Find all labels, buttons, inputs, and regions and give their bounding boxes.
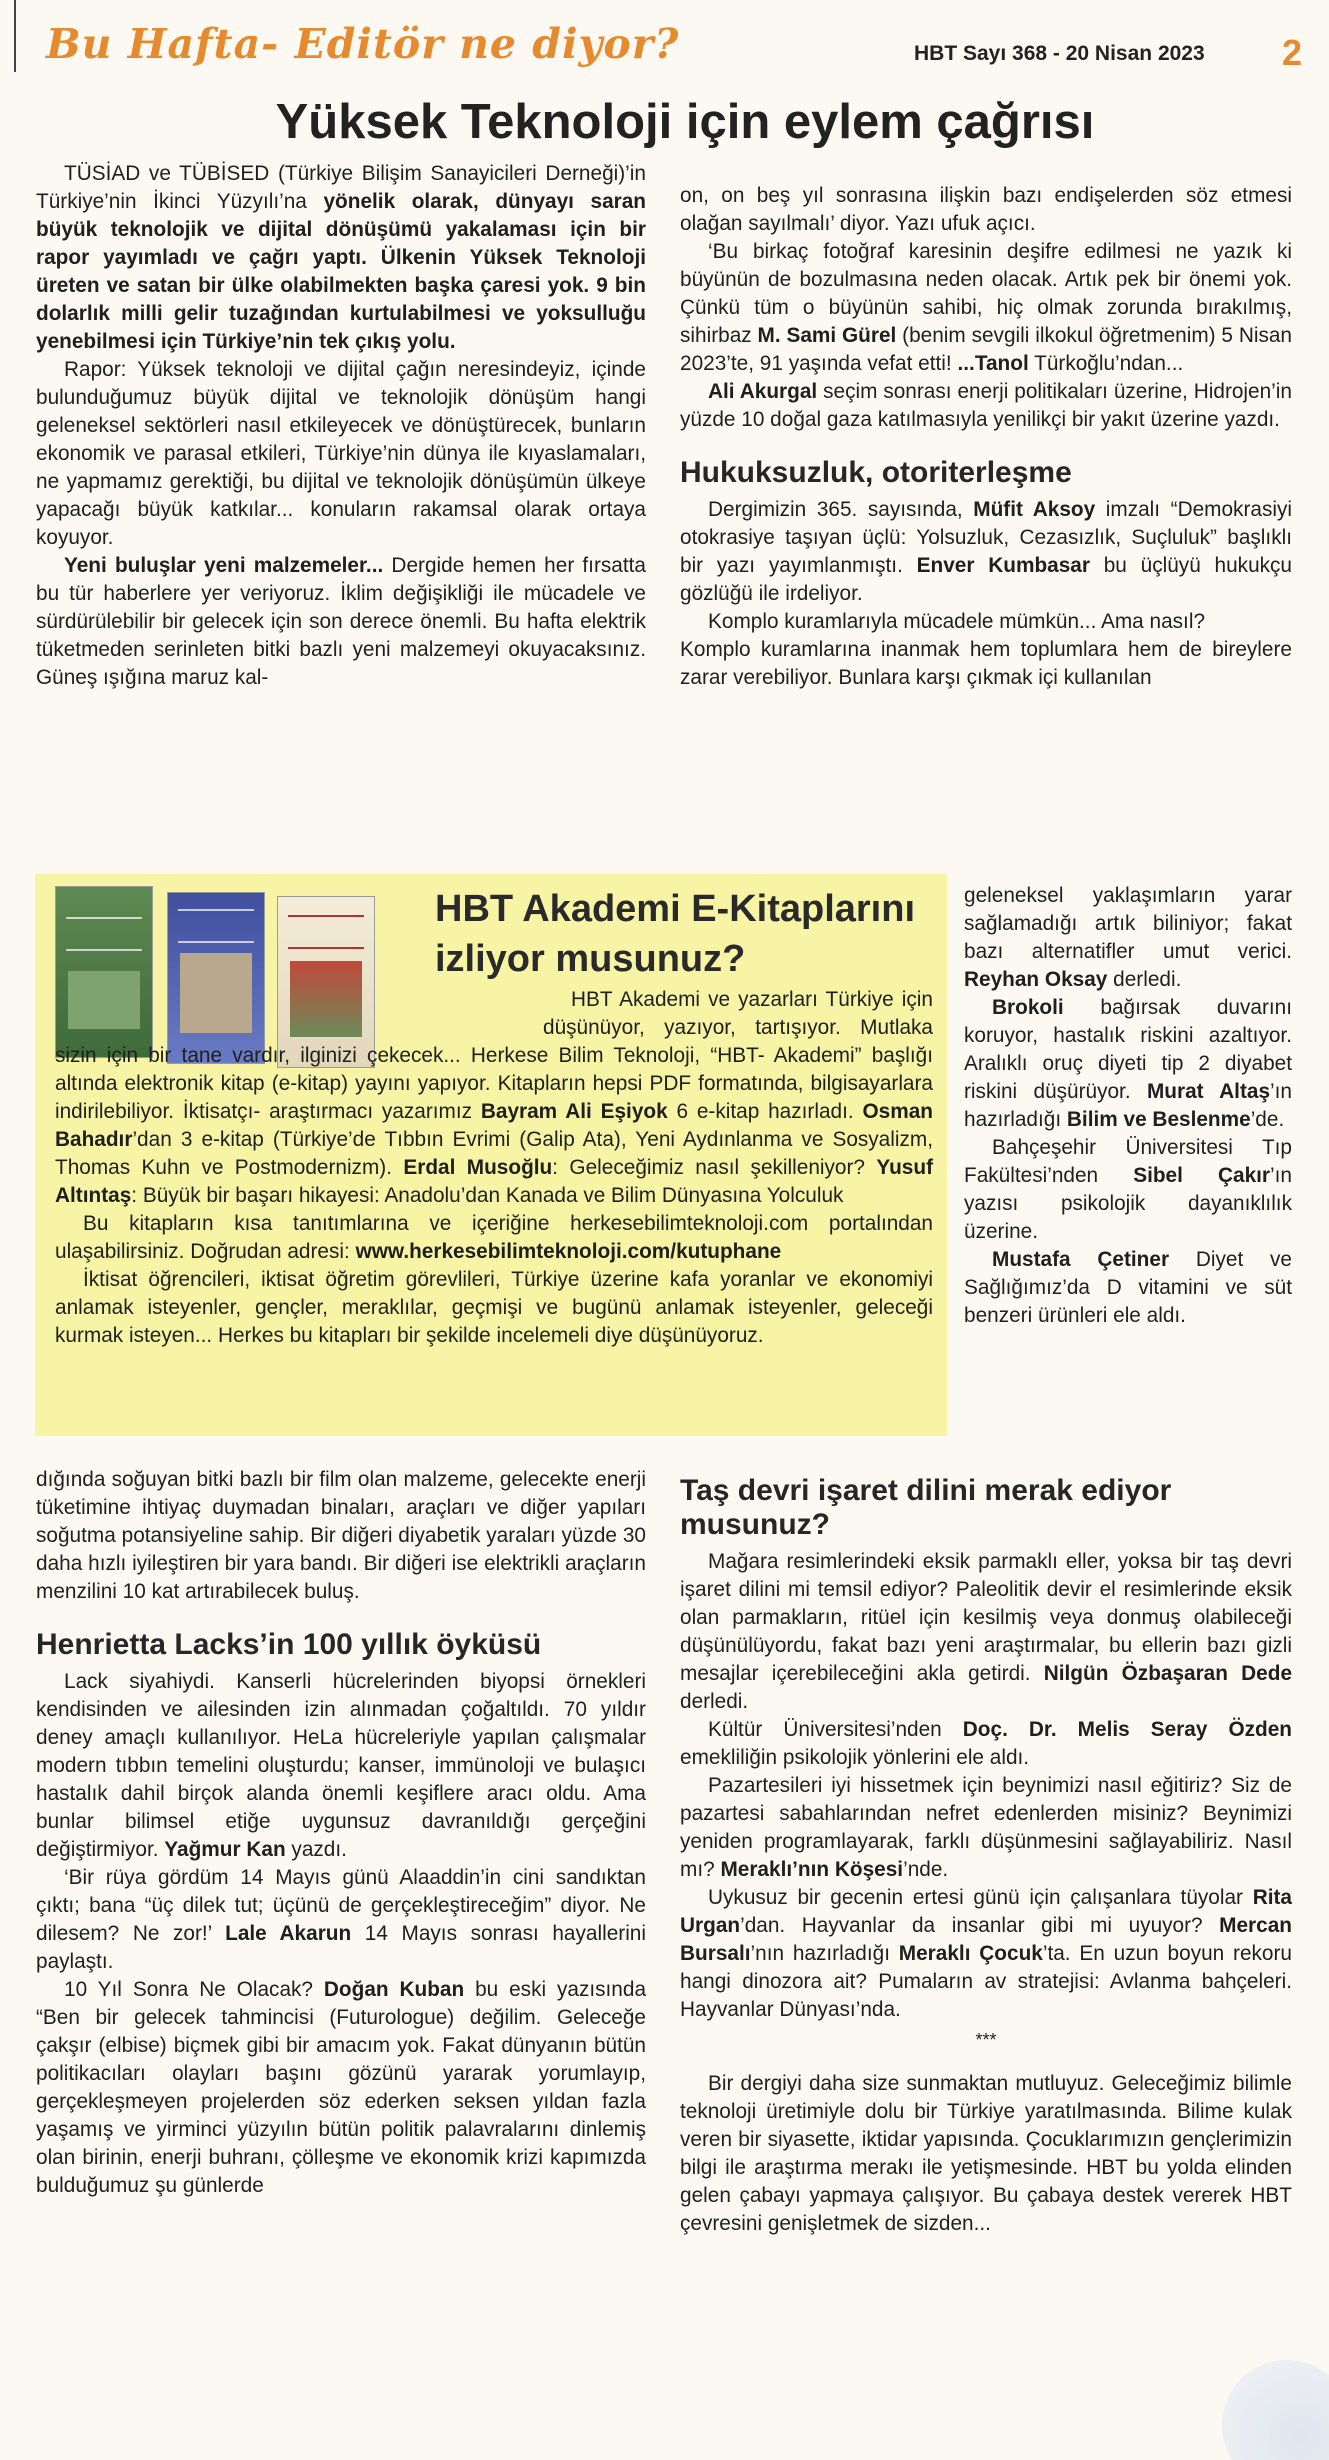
article-paragraph: 10 Yıl Sonra Ne Olacak? Doğan Kuban bu eski yazısında “Ben bir gelecek tahmincisi (Futurologue) değilim. Geleceğe çakşır (elbise) biçmek gibi bir amacım yok. Fakat dünyanın bütün politikacıları olayları başını gözünü yararak yorumlayıp, gerçekleşmeyen projelerden söz ederken seksen yıldan fazla yaşamış ve yirminci yüzyılın bütün politik palavralarını dinlemiş olan birinin, enerji buhranı, çölleşme ve ekonomik krizi kapımızda bulduğumuz şu günlerde bbox=[36, 1978, 647, 2197]
right-column-top bbox=[680, 182, 1292, 692]
article-paragraph: TÜSİAD ve TÜBİSED (Türkiye Bilişim Sanayicileri Derneği)’in Türkiye’nin İkinci Yüzyılı’na yönelik olarak, dünyayı saran büyük teknolojik ve dijital dönüşümü yakalaması için bir rapor yayımladı ve çağrı yaptı. Ülkenin Yüksek Teknoloji üreten ve satan bir ülke olabilmekten başka çaresi yok. 9 bin dolarlık milli gelir tuzağından kurtulabilmesi ve yoksulluğu yenebilmesi için Türkiye’nin tek çıkış yolu. bbox=[36, 162, 646, 353]
promo-paragraph: Bu kitapların kısa tanıtımlarına ve içeriğine herkesebilimteknoloji.com portalından ulaşabilirsiniz. Doğrudan adresi: www.herkesebilimteknoloji.com/kutuphane bbox=[55, 1212, 933, 1263]
article-paragraph: Kültür Üniversitesi’nden Doç. Dr. Melis Seray Özden emekliliğin psikolojik yönlerini ele aldı. bbox=[680, 1718, 1292, 1769]
promo-text bbox=[55, 986, 933, 1350]
article-paragraph: Komplo kuramlarına inanmak hem toplumlara hem de bireylere zarar verebiliyor. Bunlara karşı çıkmak içi kullanılan bbox=[680, 638, 1292, 689]
issue-info: HBT Sayı 368 - 20 Nisan 2023 bbox=[914, 42, 1205, 65]
promo-paragraph: HBT Akademi ve yazarları Türkiye için düşünüyor, yazıyor, tartışıyor. Mutlaka sizin için bir tane vardır, ilginizi çekecek... Herkese Bilim Teknoloji, “HBT- Akademi” başlığı altında elektronik kitap (e-kitap) yayını yapıyor. Kitapların hepsi PDF formatında, bilgisayarlara indirilebiliyor. İktisatçı- araştırmacı yazarımız Bayram Ali Eşiyok 6 e-kitap hazırladı. Osman Bahadır’dan 3 e-kitap (Türkiye’de Tıbbın Evrimi (Galip Ata), Yeni Aydınlanma ve Sosyalizm, Thomas Kuhn ve Postmodernizm). Erdal Musoğlu: Geleceğimiz nasıl şekilleniyor? Yusuf Altıntaş: Büyük bir başarı hikayesi: Anadolu’dan Kanada ve Bilim Dünyasına Yolculuk bbox=[55, 988, 933, 1207]
article-paragraph: Ali Akurgal seçim sonrası enerji politikaları üzerine, Hidrojen’in yüzde 10 doğal gaza katılmasıyla yenilikçi bir yakıt üzerine yazdı. bbox=[680, 380, 1292, 431]
separator-stars: *** bbox=[975, 2030, 997, 2050]
promo-title: HBT Akademi E-Kitaplarını izliyor musunuz? bbox=[435, 888, 916, 980]
section-heading: Taş devri işaret dilini merak ediyor musunuz? bbox=[680, 1474, 1172, 1541]
article-paragraph: Yeni buluşlar yeni malzemeler... Dergide hemen her fırsatta bu tür haberlere yer veriyoruz. İklim değişikliği ile mücadele ve sürdürülebilir bir gelecek için son derece önemli. Bu hafta elektrik tüketmeden serinleten bitki bazlı yeni malzemeyi okuyacaksınız. Güneş ışığına maruz kal- bbox=[36, 554, 646, 689]
article-paragraph: Rapor: Yüksek teknoloji ve dijital çağın neresindeyiz, içinde bulunduğumuz büyük dijital ve teknolojik dönüşüm hangi geleneksel sektörleri nasıl etkileyecek ve dönüştürecek, bunların ekonomik ve parasal etkileri, Türkiye’nin dünya ile kıyaslamaları, ne yapmamız gerektiği, bu dijital ve teknolojik dönüşümün ülkeye yapacağı büyük katkılar... konuların rakamsal olarak ortaya koyuyor. bbox=[36, 358, 646, 549]
library-url-link[interactable]: www.herkesebilimteknoloji.com/kutuphane bbox=[355, 1240, 782, 1263]
section-heading: Hukuksuzluk, otoriterleşme bbox=[680, 456, 1072, 489]
left-column-bottom bbox=[36, 1466, 646, 2200]
article-paragraph: Mağara resimlerindeki eksik parmaklı eller, yoksa bir taş devri işaret dilini mi temsil ediyor? Paleolitik devir el resimlerinde eksik olan parmakların, ritüel için kesilmiş veya donmuş olabileceği düşünülüyordu, fakat bazı yeni araştırmalar, bu ellerin bazı gizli mesajlar içerebileceğini akla getirdi. Nilgün Özbaşaran Dede derledi. bbox=[680, 1550, 1293, 1713]
article-paragraph: Dergimizin 365. sayısında, Müfit Aksoy imzalı “Demokrasiyi otokrasiye taşıyan üçlü: Yolsuzluk, Cezasızlık, Suçluluk” başlıklı bir yazı yayımlanmıştı. Enver Kumbasar bu üçlüyü hukukçu gözlüğü ile irdeliyor. bbox=[680, 498, 1293, 605]
article-paragraph: Pazartesileri iyi hissetmek için beynimizi nasıl eğitiriz? Siz de pazartesi sabahlarından nefret edenlerden misiniz? Beynimizi yeniden programlayarak, farklı düşünmesini sağlayabiliriz. Nasıl mı? Meraklı’nın Köşesi’nde. bbox=[680, 1774, 1292, 1881]
promo-paragraph: İktisat öğrencileri, iktisat öğretim görevlileri, Türkiye üzerine kafa yoranlar ve ekonomiyi anlamak isteyenler, gençler, meraklılar, geçmişi ve bugünü anlamak isteyenler, geleceği kurmak isteyen... Herkes bu kitapları bir şekilde incelemeli diye düşünüyoruz. bbox=[55, 1268, 933, 1347]
section-heading: Henrietta Lacks’in 100 yıllık öyküsü bbox=[36, 1628, 542, 1661]
article-paragraph: Uykusuz bir gecenin ertesi günü için çalışanlara tüyolar Rita Urgan’dan. Hayvanlar da insanlar gibi mi uyuyor? Mercan Bursalı’nın hazırladığı Meraklı Çocuk’ta. En uzun boyun rekoru hangi dinozora ait? Pumaların av stratejisi: Avlanma bahçeleri. Hayvanlar Dünyası’nda. bbox=[680, 1886, 1292, 2021]
article-paragraph: Brokoli bağırsak duvarını koruyor, hastalık riskini azaltıyor. Aralıklı oruç diyeti tip 2 diyabet riskini düşürüyor. Murat Altaş’ın hazırladığı Bilim ve Beslenme’de. bbox=[964, 996, 1292, 1131]
right-column-middle bbox=[964, 882, 1292, 1330]
article-paragraph: Bahçeşehir Üniversitesi Tıp Fakültesi’nden Sibel Çakır’ın yazısı psikolojik dayanıklılık üzerine. bbox=[964, 1136, 1292, 1243]
page-number: 2 bbox=[1282, 32, 1303, 73]
right-column-bottom bbox=[680, 1474, 1292, 2238]
watermark-logo bbox=[1222, 2360, 1329, 2460]
page-edge-rule bbox=[14, 0, 16, 72]
article-paragraph: Komplo kuramlarıyla mücadele mümkün... Ama nasıl? bbox=[708, 610, 1206, 633]
article-paragraph: Mustafa Çetiner Diyet ve Sağlığımız’da D vitamini ve süt benzeri ürünleri ele aldı. bbox=[964, 1248, 1293, 1327]
page-title: Yüksek Teknoloji için eylem çağrısı bbox=[275, 95, 1095, 149]
article-paragraph: geleneksel yaklaşımların yarar sağlamadığı artık biliniyor; fakat bazı alternatifler umut verici. Reyhan Oksay derledi. bbox=[964, 884, 1292, 991]
article-paragraph: Lack siyahiydi. Kanserli hücrelerinden biyopsi örnekleri kendisinden ve ailesinden izin alınmadan çoğaltıldı. 70 yıldır deney amaçlı kullanılıyor. HeLa hücreleriyle yapılan çalışmalar modern tıbbın temelini oluşturdu; kanser, immünoloji ve bulaşıcı hastalık dahil birçok alanda önemli keşiflere aracı oldu. Ama bunlar bilimsel etiğe uygunsuz davranıldığı gerçeğini değiştirmiyor. Yağmur Kan yazdı. bbox=[36, 1670, 646, 1861]
article-paragraph: dığında soğuyan bitki bazlı bir film olan malzeme, gelecekte enerji tüketimine ihtiyaç duymadan binaları, araçları ve diğer yapıları soğutma potansiyeline sahip. Bir diğeri diyabetik yaraları yüzde 30 daha hızlı iyileştiren bir yara bandı. Bir diğeri ise elektrikli araçların menzilini 10 kat artırabilecek buluş. bbox=[36, 1468, 646, 1603]
ebook-promo-box bbox=[35, 874, 947, 1436]
left-column-top bbox=[36, 160, 646, 692]
article-paragraph: on, on beş yıl sonrasına ilişkin bazı endişelerden söz etmesi olağan sayılmalı’ diyor. Yazı ufuk açıcı. bbox=[680, 184, 1292, 235]
closing-paragraph: Bir dergiyi daha size sunmaktan mutluyuz. Geleceğimiz bilimle teknoloji üretimiyle dolu bir Türkiye yaratılmasında. Bilime kulak veren bir siyasette, iktidar yapısında. Çocuklarımızın gençlerimizin bilgi ile araştırma merakı ile yetişmesinde. HBT bu yolda elinden gelen çabayı yapmaya çalışıyor. Bu çabaya destek vererek HBT çevresini genişletmek de sizden... bbox=[680, 2072, 1292, 2235]
article-paragraph: ‘Bu birkaç fotoğraf karesinin deşifre edilmesi ne yazık ki büyünün de bozulmasına neden olacak. Artık pek bir önemi yok. Çünkü tüm o büyünün sahibi, hiç olmak zorunda bırakılmış, sihirbaz M. Sami Gürel (benim sevgili ilkokul öğretmenim) 5 Nisan 2023’te, 91 yaşında vefat etti! ...Tanol Türkoğlu’ndan... bbox=[680, 240, 1292, 375]
section-label: Bu Hafta- Editör ne diyor? bbox=[46, 20, 680, 68]
article-paragraph: ‘Bir rüya gördüm 14 Mayıs günü Alaaddin’in cini sandıktan çıktı; bana “üç dilek tut; üçünü de gerçekleştireceğim” diyor. Ne dilesem? Ne zor!’ Lale Akarun 14 Mayıs sonrası hayallerini paylaştı. bbox=[36, 1866, 646, 1973]
